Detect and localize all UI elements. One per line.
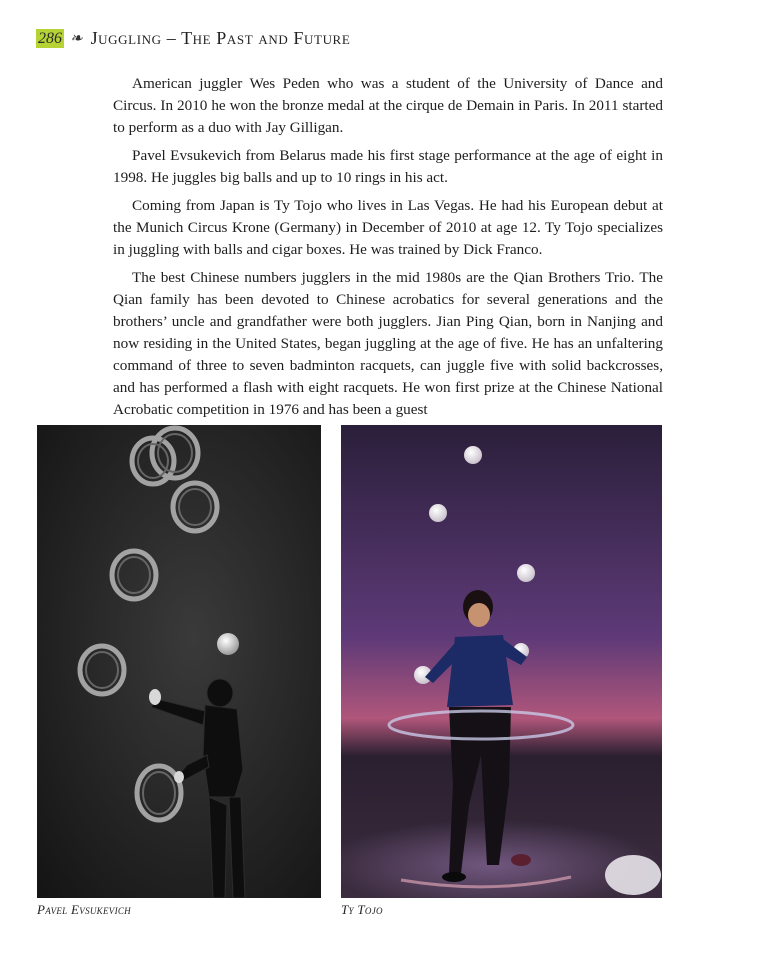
caption-ty-tojo: Ty Tojo — [341, 902, 383, 917]
paragraph: American juggler Wes Peden who was a student of the University of Dance and Circus. In 2010 he won the bronze medal at the cirque de Demain in Paris. In 2011 started to perform as a duo with Jay Gilligan. — [113, 75, 663, 136]
ornament-icon: ❧ — [70, 30, 83, 47]
body-text — [113, 73, 663, 427]
running-title: Juggling – The Past and Future — [90, 27, 351, 48]
page-number: 286 — [38, 29, 62, 47]
juggler-rings-illustration — [37, 425, 321, 898]
caption-pavel-evsukevich: Pavel Evsukevich — [37, 902, 131, 917]
juggler-balls-illustration — [341, 425, 662, 898]
photo-pavel-evsukevich — [37, 425, 321, 898]
running-header — [36, 26, 350, 50]
paragraph: The best Chinese numbers jugglers in the mid 1980s are the Qian Brothers Trio. The Qian family has been devoted to Chinese acrobatics for several generations and the brothers’ uncle and grandfather were both jugglers. Jian Ping Qian, born in Nanjing and now residing in the United States, began juggling at the age of five. He has an unfaltering command of three to seven badminton racquets, can juggle five with solid backcrosses, and has performed a flash with eight racquets. He won first prize at the Chinese National Acrobatic competition in 1976 and has been a guest — [113, 269, 663, 418]
paragraph: Pavel Evsukevich from Belarus made his first stage performance at the age of eight in 1998. He juggles big balls and up to 10 rings in his act. — [113, 147, 663, 186]
photo-ty-tojo — [341, 425, 662, 898]
paragraph: Coming from Japan is Ty Tojo who lives in Las Vegas. He had his European debut at the Munich Circus Krone (Germany) in December of 2010 at age 12. Ty Tojo specializes in juggling with balls and cigar boxes. He was trained by Dick Franco. — [113, 197, 663, 258]
